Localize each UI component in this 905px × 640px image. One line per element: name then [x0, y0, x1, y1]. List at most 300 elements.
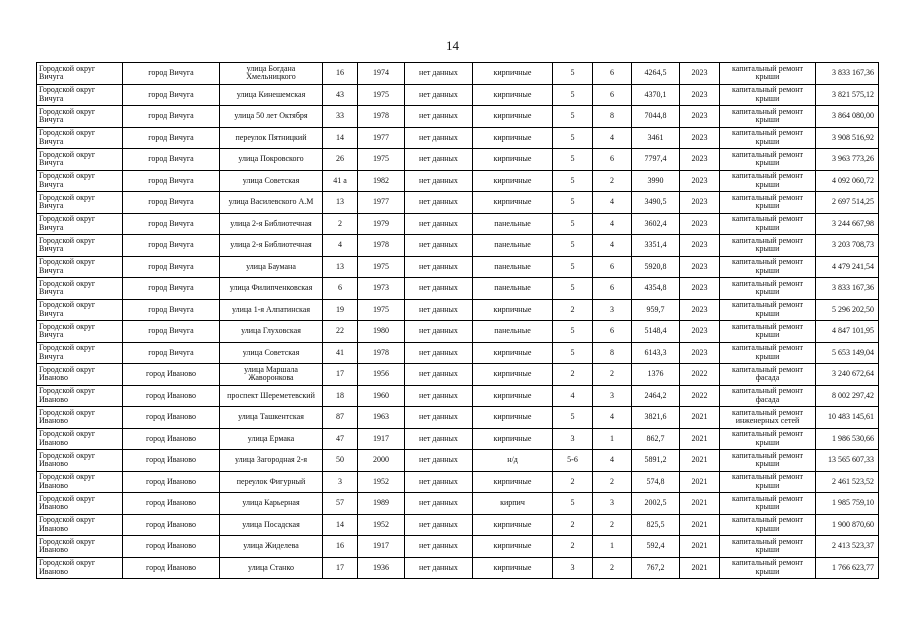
settlement-cell: город Вичуга [123, 127, 220, 149]
plan-year-cell: 2023 [680, 342, 720, 364]
wall-material-cell: кирпичные [473, 536, 553, 558]
work-type-cell: капитальный ремонт крыши [720, 213, 816, 235]
wall-material-cell: кирпичные [473, 471, 553, 493]
street-cell: улица Ермака [220, 428, 323, 450]
municipality-cell: Городской округ Вичуга [37, 127, 123, 149]
house-number-cell: 17 [323, 557, 358, 579]
commission-year-cell: нет данных [405, 514, 473, 536]
housing-register-table [36, 62, 879, 579]
area-cell: 3490,5 [632, 192, 680, 214]
commission-year-cell: нет данных [405, 192, 473, 214]
street-cell: улица 2-я Библиотечная [220, 213, 323, 235]
street-cell: улица Василевского А.М [220, 192, 323, 214]
municipality-cell: Городской округ Вичуга [37, 149, 123, 171]
table-row [37, 557, 879, 579]
wall-material-cell: н/д [473, 450, 553, 472]
settlement-cell: город Вичуга [123, 149, 220, 171]
area-cell: 3821,6 [632, 407, 680, 429]
wall-material-cell: кирпичные [473, 407, 553, 429]
table-row [37, 450, 879, 472]
commission-year-cell: нет данных [405, 321, 473, 343]
work-type-cell: капитальный ремонт крыши [720, 84, 816, 106]
commission-year-cell: нет данных [405, 385, 473, 407]
cost-cell: 1 766 623,77 [816, 557, 879, 579]
commission-year-cell: нет данных [405, 536, 473, 558]
table-row [37, 536, 879, 558]
work-type-cell: капитальный ремонт крыши [720, 428, 816, 450]
commission-year-cell: нет данных [405, 557, 473, 579]
plan-year-cell: 2023 [680, 192, 720, 214]
table-row [37, 127, 879, 149]
commission-year-cell: нет данных [405, 256, 473, 278]
settlement-cell: город Вичуга [123, 106, 220, 128]
settlement-cell: город Вичуга [123, 256, 220, 278]
street-cell: переулок Фигурный [220, 471, 323, 493]
house-number-cell: 50 [323, 450, 358, 472]
settlement-cell: город Вичуга [123, 213, 220, 235]
settlement-cell: город Вичуга [123, 84, 220, 106]
municipality-cell: Городской округ Иваново [37, 385, 123, 407]
area-cell: 592,4 [632, 536, 680, 558]
floors-cell: 5 [553, 149, 593, 171]
commission-year-cell: нет данных [405, 106, 473, 128]
plan-year-cell: 2023 [680, 256, 720, 278]
year-built-cell: 1974 [358, 63, 405, 85]
floors-cell: 3 [553, 557, 593, 579]
floors-cell: 5-6 [553, 450, 593, 472]
entrances-cell: 8 [593, 106, 632, 128]
floors-cell: 5 [553, 170, 593, 192]
table-row [37, 106, 879, 128]
floors-cell: 5 [553, 321, 593, 343]
floors-cell: 5 [553, 106, 593, 128]
municipality-cell: Городской округ Вичуга [37, 106, 123, 128]
cost-cell: 5 296 202,50 [816, 299, 879, 321]
house-number-cell: 19 [323, 299, 358, 321]
work-type-cell: капитальный ремонт крыши [720, 450, 816, 472]
entrances-cell: 6 [593, 278, 632, 300]
table-row [37, 235, 879, 257]
area-cell: 6143,3 [632, 342, 680, 364]
table-row [37, 514, 879, 536]
cost-cell: 3 908 516,92 [816, 127, 879, 149]
commission-year-cell: нет данных [405, 493, 473, 515]
house-number-cell: 17 [323, 364, 358, 386]
table-row [37, 493, 879, 515]
work-type-cell: капитальный ремонт инженерных сетей [720, 407, 816, 429]
page-number: 14 [446, 38, 459, 53]
cost-cell: 2 461 523,52 [816, 471, 879, 493]
wall-material-cell: кирпичные [473, 63, 553, 85]
house-number-cell: 33 [323, 106, 358, 128]
entrances-cell: 6 [593, 84, 632, 106]
commission-year-cell: нет данных [405, 127, 473, 149]
area-cell: 5920,8 [632, 256, 680, 278]
settlement-cell: город Иваново [123, 407, 220, 429]
work-type-cell: капитальный ремонт крыши [720, 127, 816, 149]
wall-material-cell: панельные [473, 235, 553, 257]
street-cell: улица Богдана Хмельницкого [220, 63, 323, 85]
entrances-cell: 3 [593, 493, 632, 515]
cost-cell: 1 985 759,10 [816, 493, 879, 515]
plan-year-cell: 2021 [680, 407, 720, 429]
cost-cell: 3 244 667,98 [816, 213, 879, 235]
commission-year-cell: нет данных [405, 170, 473, 192]
table-row [37, 407, 879, 429]
work-type-cell: капитальный ремонт крыши [720, 514, 816, 536]
house-number-cell: 13 [323, 192, 358, 214]
area-cell: 5148,4 [632, 321, 680, 343]
municipality-cell: Городской округ Вичуга [37, 278, 123, 300]
year-built-cell: 1952 [358, 514, 405, 536]
year-built-cell: 1975 [358, 149, 405, 171]
municipality-cell: Городской округ Иваново [37, 428, 123, 450]
year-built-cell: 1979 [358, 213, 405, 235]
settlement-cell: город Вичуга [123, 278, 220, 300]
year-built-cell: 1956 [358, 364, 405, 386]
house-number-cell: 14 [323, 514, 358, 536]
entrances-cell: 4 [593, 127, 632, 149]
plan-year-cell: 2021 [680, 557, 720, 579]
settlement-cell: город Вичуга [123, 235, 220, 257]
year-built-cell: 1978 [358, 342, 405, 364]
work-type-cell: капитальный ремонт крыши [720, 278, 816, 300]
commission-year-cell: нет данных [405, 342, 473, 364]
cost-cell: 2 697 514,25 [816, 192, 879, 214]
entrances-cell: 2 [593, 514, 632, 536]
settlement-cell: город Вичуга [123, 63, 220, 85]
street-cell: улица Покровского [220, 149, 323, 171]
street-cell: улица Кинешемская [220, 84, 323, 106]
area-cell: 825,5 [632, 514, 680, 536]
table-row [37, 256, 879, 278]
year-built-cell: 1952 [358, 471, 405, 493]
wall-material-cell: кирпичные [473, 192, 553, 214]
floors-cell: 5 [553, 235, 593, 257]
settlement-cell: город Иваново [123, 493, 220, 515]
wall-material-cell: кирпичные [473, 84, 553, 106]
wall-material-cell: панельные [473, 256, 553, 278]
house-number-cell: 22 [323, 321, 358, 343]
area-cell: 767,2 [632, 557, 680, 579]
table-row [37, 192, 879, 214]
area-cell: 7797,4 [632, 149, 680, 171]
cost-cell: 3 203 708,73 [816, 235, 879, 257]
entrances-cell: 2 [593, 471, 632, 493]
street-cell: улица Филипченковская [220, 278, 323, 300]
entrances-cell: 2 [593, 364, 632, 386]
settlement-cell: город Иваново [123, 428, 220, 450]
cost-cell: 1 986 530,66 [816, 428, 879, 450]
cost-cell: 3 963 773,26 [816, 149, 879, 171]
floors-cell: 2 [553, 536, 593, 558]
street-cell: улица 50 лет Октября [220, 106, 323, 128]
commission-year-cell: нет данных [405, 63, 473, 85]
floors-cell: 2 [553, 299, 593, 321]
house-number-cell: 57 [323, 493, 358, 515]
entrances-cell: 6 [593, 63, 632, 85]
settlement-cell: город Иваново [123, 514, 220, 536]
entrances-cell: 6 [593, 256, 632, 278]
year-built-cell: 1975 [358, 256, 405, 278]
entrances-cell: 3 [593, 299, 632, 321]
wall-material-cell: кирпичные [473, 127, 553, 149]
municipality-cell: Городской округ Иваново [37, 557, 123, 579]
entrances-cell: 4 [593, 213, 632, 235]
area-cell: 959,7 [632, 299, 680, 321]
house-number-cell: 18 [323, 385, 358, 407]
year-built-cell: 1980 [358, 321, 405, 343]
cost-cell: 4 479 241,54 [816, 256, 879, 278]
entrances-cell: 6 [593, 149, 632, 171]
entrances-cell: 4 [593, 450, 632, 472]
entrances-cell: 1 [593, 536, 632, 558]
plan-year-cell: 2021 [680, 450, 720, 472]
area-cell: 4264,5 [632, 63, 680, 85]
cost-cell: 3 821 575,12 [816, 84, 879, 106]
house-number-cell: 4 [323, 235, 358, 257]
year-built-cell: 1978 [358, 106, 405, 128]
work-type-cell: капитальный ремонт крыши [720, 63, 816, 85]
commission-year-cell: нет данных [405, 364, 473, 386]
municipality-cell: Городской округ Вичуга [37, 170, 123, 192]
entrances-cell: 1 [593, 428, 632, 450]
wall-material-cell: панельные [473, 213, 553, 235]
settlement-cell: город Иваново [123, 385, 220, 407]
house-number-cell: 47 [323, 428, 358, 450]
wall-material-cell: кирпичные [473, 342, 553, 364]
table-row [37, 213, 879, 235]
settlement-cell: город Иваново [123, 364, 220, 386]
year-built-cell: 1982 [358, 170, 405, 192]
commission-year-cell: нет данных [405, 428, 473, 450]
house-number-cell: 2 [323, 213, 358, 235]
area-cell: 3602,4 [632, 213, 680, 235]
wall-material-cell: кирпичные [473, 428, 553, 450]
work-type-cell: капитальный ремонт крыши [720, 192, 816, 214]
floors-cell: 5 [553, 84, 593, 106]
commission-year-cell: нет данных [405, 471, 473, 493]
commission-year-cell: нет данных [405, 278, 473, 300]
area-cell: 862,7 [632, 428, 680, 450]
municipality-cell: Городской округ Вичуга [37, 63, 123, 85]
settlement-cell: город Иваново [123, 471, 220, 493]
area-cell: 4354,8 [632, 278, 680, 300]
cost-cell: 2 413 523,37 [816, 536, 879, 558]
municipality-cell: Городской округ Вичуга [37, 256, 123, 278]
cost-cell: 4 847 101,95 [816, 321, 879, 343]
floors-cell: 5 [553, 127, 593, 149]
house-number-cell: 3 [323, 471, 358, 493]
commission-year-cell: нет данных [405, 407, 473, 429]
entrances-cell: 3 [593, 385, 632, 407]
plan-year-cell: 2023 [680, 299, 720, 321]
wall-material-cell: кирпич [473, 493, 553, 515]
wall-material-cell: кирпичные [473, 149, 553, 171]
entrances-cell: 4 [593, 192, 632, 214]
cost-cell: 3 240 672,64 [816, 364, 879, 386]
commission-year-cell: нет данных [405, 299, 473, 321]
area-cell: 3990 [632, 170, 680, 192]
floors-cell: 5 [553, 278, 593, 300]
table-row [37, 342, 879, 364]
municipality-cell: Городской округ Иваново [37, 364, 123, 386]
municipality-cell: Городской округ Вичуга [37, 342, 123, 364]
cost-cell: 8 002 297,42 [816, 385, 879, 407]
plan-year-cell: 2021 [680, 471, 720, 493]
street-cell: улица Загородная 2-я [220, 450, 323, 472]
year-built-cell: 1917 [358, 536, 405, 558]
house-number-cell: 26 [323, 149, 358, 171]
plan-year-cell: 2023 [680, 106, 720, 128]
house-number-cell: 16 [323, 63, 358, 85]
street-cell: улица Станко [220, 557, 323, 579]
settlement-cell: город Вичуга [123, 192, 220, 214]
plan-year-cell: 2023 [680, 170, 720, 192]
municipality-cell: Городской округ Иваново [37, 514, 123, 536]
settlement-cell: город Вичуга [123, 299, 220, 321]
plan-year-cell: 2023 [680, 321, 720, 343]
table-row [37, 278, 879, 300]
work-type-cell: капитальный ремонт крыши [720, 493, 816, 515]
year-built-cell: 1960 [358, 385, 405, 407]
wall-material-cell: кирпичные [473, 364, 553, 386]
plan-year-cell: 2022 [680, 364, 720, 386]
municipality-cell: Городской округ Иваново [37, 493, 123, 515]
street-cell: улица Маршала Жаворонкова [220, 364, 323, 386]
wall-material-cell: кирпичные [473, 385, 553, 407]
entrances-cell: 2 [593, 557, 632, 579]
table-row [37, 385, 879, 407]
plan-year-cell: 2023 [680, 149, 720, 171]
municipality-cell: Городской округ Иваново [37, 407, 123, 429]
entrances-cell: 4 [593, 235, 632, 257]
municipality-cell: Городской округ Вичуга [37, 321, 123, 343]
work-type-cell: капитальный ремонт крыши [720, 235, 816, 257]
floors-cell: 3 [553, 428, 593, 450]
cost-cell: 3 864 080,00 [816, 106, 879, 128]
cost-cell: 3 833 167,36 [816, 63, 879, 85]
house-number-cell: 41 а [323, 170, 358, 192]
wall-material-cell: кирпичные [473, 170, 553, 192]
floors-cell: 2 [553, 514, 593, 536]
municipality-cell: Городской округ Вичуга [37, 299, 123, 321]
year-built-cell: 1975 [358, 299, 405, 321]
street-cell: улица Посадская [220, 514, 323, 536]
house-number-cell: 16 [323, 536, 358, 558]
floors-cell: 5 [553, 63, 593, 85]
commission-year-cell: нет данных [405, 213, 473, 235]
plan-year-cell: 2023 [680, 127, 720, 149]
work-type-cell: капитальный ремонт крыши [720, 321, 816, 343]
wall-material-cell: кирпичные [473, 299, 553, 321]
settlement-cell: город Вичуга [123, 321, 220, 343]
street-cell: улица Ташкентская [220, 407, 323, 429]
plan-year-cell: 2023 [680, 84, 720, 106]
wall-material-cell: кирпичные [473, 106, 553, 128]
year-built-cell: 1989 [358, 493, 405, 515]
work-type-cell: капитальный ремонт крыши [720, 256, 816, 278]
table-row [37, 170, 879, 192]
work-type-cell: капитальный ремонт крыши [720, 170, 816, 192]
year-built-cell: 1936 [358, 557, 405, 579]
house-number-cell: 14 [323, 127, 358, 149]
entrances-cell: 2 [593, 170, 632, 192]
wall-material-cell: кирпичные [473, 557, 553, 579]
floors-cell: 5 [553, 493, 593, 515]
street-cell: улица 2-я Библиотечная [220, 235, 323, 257]
table-row [37, 428, 879, 450]
work-type-cell: капитальный ремонт крыши [720, 342, 816, 364]
work-type-cell: капитальный ремонт крыши [720, 471, 816, 493]
area-cell: 5891,2 [632, 450, 680, 472]
cost-cell: 5 653 149,04 [816, 342, 879, 364]
street-cell: улица Глуховская [220, 321, 323, 343]
settlement-cell: город Вичуга [123, 170, 220, 192]
floors-cell: 5 [553, 342, 593, 364]
floors-cell: 4 [553, 385, 593, 407]
commission-year-cell: нет данных [405, 149, 473, 171]
street-cell: переулок Пятницкий [220, 127, 323, 149]
street-cell: улица Баумана [220, 256, 323, 278]
year-built-cell: 2000 [358, 450, 405, 472]
house-number-cell: 6 [323, 278, 358, 300]
table-row [37, 299, 879, 321]
cost-cell: 1 900 870,60 [816, 514, 879, 536]
work-type-cell: капитальный ремонт крыши [720, 299, 816, 321]
floors-cell: 2 [553, 364, 593, 386]
house-number-cell: 87 [323, 407, 358, 429]
municipality-cell: Городской округ Вичуга [37, 192, 123, 214]
plan-year-cell: 2022 [680, 385, 720, 407]
floors-cell: 5 [553, 213, 593, 235]
year-built-cell: 1977 [358, 127, 405, 149]
municipality-cell: Городской округ Вичуга [37, 235, 123, 257]
work-type-cell: капитальный ремонт фасада [720, 364, 816, 386]
house-number-cell: 41 [323, 342, 358, 364]
floors-cell: 5 [553, 192, 593, 214]
plan-year-cell: 2023 [680, 213, 720, 235]
work-type-cell: капитальный ремонт крыши [720, 557, 816, 579]
work-type-cell: капитальный ремонт крыши [720, 149, 816, 171]
year-built-cell: 1975 [358, 84, 405, 106]
municipality-cell: Городской округ Иваново [37, 536, 123, 558]
commission-year-cell: нет данных [405, 84, 473, 106]
street-cell: проспект Шереметевский [220, 385, 323, 407]
cost-cell: 3 833 167,36 [816, 278, 879, 300]
table-body [37, 63, 879, 579]
plan-year-cell: 2021 [680, 514, 720, 536]
house-number-cell: 43 [323, 84, 358, 106]
cost-cell: 10 483 145,61 [816, 407, 879, 429]
area-cell: 2002,5 [632, 493, 680, 515]
plan-year-cell: 2021 [680, 428, 720, 450]
area-cell: 4370,1 [632, 84, 680, 106]
street-cell: улица Советская [220, 170, 323, 192]
year-built-cell: 1963 [358, 407, 405, 429]
entrances-cell: 6 [593, 321, 632, 343]
cost-cell: 13 565 607,33 [816, 450, 879, 472]
area-cell: 2464,2 [632, 385, 680, 407]
area-cell: 3351,4 [632, 235, 680, 257]
table-row [37, 364, 879, 386]
commission-year-cell: нет данных [405, 235, 473, 257]
plan-year-cell: 2023 [680, 278, 720, 300]
wall-material-cell: панельные [473, 278, 553, 300]
entrances-cell: 8 [593, 342, 632, 364]
street-cell: улица Карьерная [220, 493, 323, 515]
floors-cell: 2 [553, 471, 593, 493]
